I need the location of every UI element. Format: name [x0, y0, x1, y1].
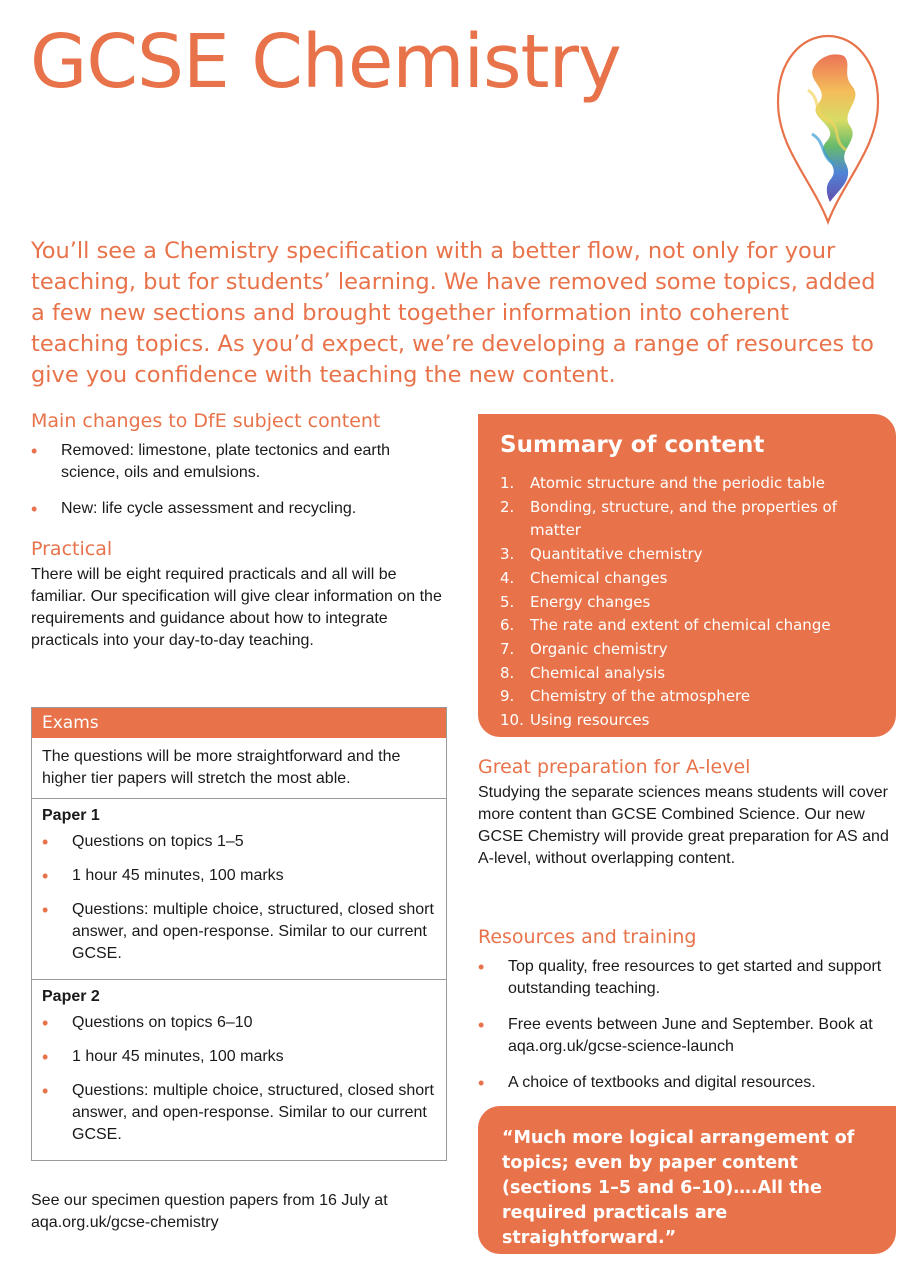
list-number: 8.	[500, 663, 515, 682]
list-number: 4.	[500, 568, 515, 587]
list-item: • 1 hour 45 minutes, 100 marks	[42, 865, 436, 887]
list-item: • Removed: limestone, plate tectonics and earth science, oils and emulsions.	[31, 440, 451, 484]
paper-1-section	[32, 799, 446, 979]
list-text: Organic chemistry	[530, 639, 668, 658]
a-level-section	[478, 756, 896, 870]
resources-section	[478, 926, 896, 1108]
list-number: 6.	[500, 616, 515, 635]
intro-paragraph: You’ll see a Chemistry specification with a better flow, not only for your teaching, but for students’ learning. We have removed some topics, added a few new sections and brought together information into coherent teaching topics. As you’d expect, we’re developing a range of resources to give you confidence with teaching the new content.	[31, 238, 876, 388]
list-number: 10.	[500, 711, 524, 730]
list-item	[500, 709, 874, 733]
resources-heading: Resources and training	[478, 926, 697, 948]
list-text: Chemistry of the atmosphere	[530, 687, 751, 706]
list-text: The rate and extent of chemical change	[530, 616, 831, 635]
rainbow-flame-droplet-icon	[772, 30, 884, 226]
paper-1-list	[42, 831, 436, 965]
list-item: • Questions on topics 1–5	[42, 831, 436, 853]
left-column	[31, 410, 451, 652]
exams-box	[31, 707, 447, 1161]
list-number: 3.	[500, 545, 515, 564]
list-text: Atomic structure and the periodic table	[530, 474, 826, 492]
exams-heading: Exams	[32, 708, 446, 738]
list-item	[500, 567, 874, 591]
list-item: • New: life cycle assessment and recycling.	[31, 498, 451, 520]
main-changes-list	[31, 440, 451, 520]
list-item: • Questions: multiple choice, structured, closed short answer, and open-response. Similar to our current GCSE.	[42, 1080, 436, 1146]
specimen-note: See our specimen question papers from 16 July at aqa.org.uk/gcse-chemistry	[31, 1192, 388, 1231]
practical-heading: Practical	[31, 538, 113, 560]
list-text: Energy changes	[530, 592, 651, 611]
main-changes-heading: Main changes to DfE subject content	[31, 410, 381, 432]
list-text: Bonding, structure, and the properties of matter	[530, 497, 837, 540]
paper-2-title: Paper 2	[42, 988, 100, 1005]
list-number: 7.	[500, 639, 515, 658]
list-number: 1.	[500, 474, 515, 492]
summary-list	[500, 472, 874, 733]
list-item	[500, 472, 874, 496]
list-item: • 1 hour 45 minutes, 100 marks	[42, 1046, 436, 1068]
paper-1-title: Paper 1	[42, 807, 100, 824]
list-item	[500, 662, 874, 686]
list-item	[500, 614, 874, 638]
practical-text: There will be eight required practicals and all will be familiar. Our specification will give clear information on the requirements and guidance about how to integrate practicals into your day-to-day teaching.	[31, 566, 442, 649]
list-item: • Questions: multiple choice, structured, closed short answer, and open-response. Similar to our current GCSE.	[42, 899, 436, 965]
list-item	[500, 638, 874, 662]
list-text: Quantitative chemistry	[530, 545, 703, 564]
list-item: • Questions on topics 6–10	[42, 1012, 436, 1034]
list-number: 5.	[500, 592, 515, 611]
page-title: GCSE Chemistry	[30, 19, 621, 105]
list-item	[500, 591, 874, 615]
list-item: • A choice of textbooks and digital resources.	[478, 1072, 896, 1094]
list-item	[500, 496, 874, 543]
summary-box	[478, 414, 896, 737]
paper-2-list	[42, 1012, 436, 1146]
testimonial-quote: “Much more logical arrangement of topics; even by paper content (sections 1–5 and 6–10)….All the required practicals are straightforward.”	[478, 1106, 896, 1254]
resources-list	[478, 956, 896, 1094]
list-item: • Free events between June and September. Book at aqa.org.uk/gcse-science-launch	[478, 1014, 896, 1058]
exams-intro: The questions will be more straightforward and the higher tier papers will stretch the most able.	[32, 738, 446, 799]
list-item: • Top quality, free resources to get started and support outstanding teaching.	[478, 956, 896, 1000]
list-number: 2.	[500, 497, 515, 516]
list-item	[500, 685, 874, 709]
list-number: 9.	[500, 687, 515, 706]
summary-heading: Summary of content	[500, 432, 765, 458]
list-text: Using resources	[530, 711, 650, 730]
a-level-text: Studying the separate sciences means students will cover more content than GCSE Combined Science. Our new GCSE Chemistry will provide great preparation for AS and A-level, without overlapping content.	[478, 784, 889, 867]
list-text: Chemical analysis	[530, 663, 666, 682]
paper-2-section	[32, 979, 446, 1160]
list-item	[500, 543, 874, 567]
a-level-heading: Great preparation for A-level	[478, 756, 751, 778]
list-text: Chemical changes	[530, 568, 668, 587]
